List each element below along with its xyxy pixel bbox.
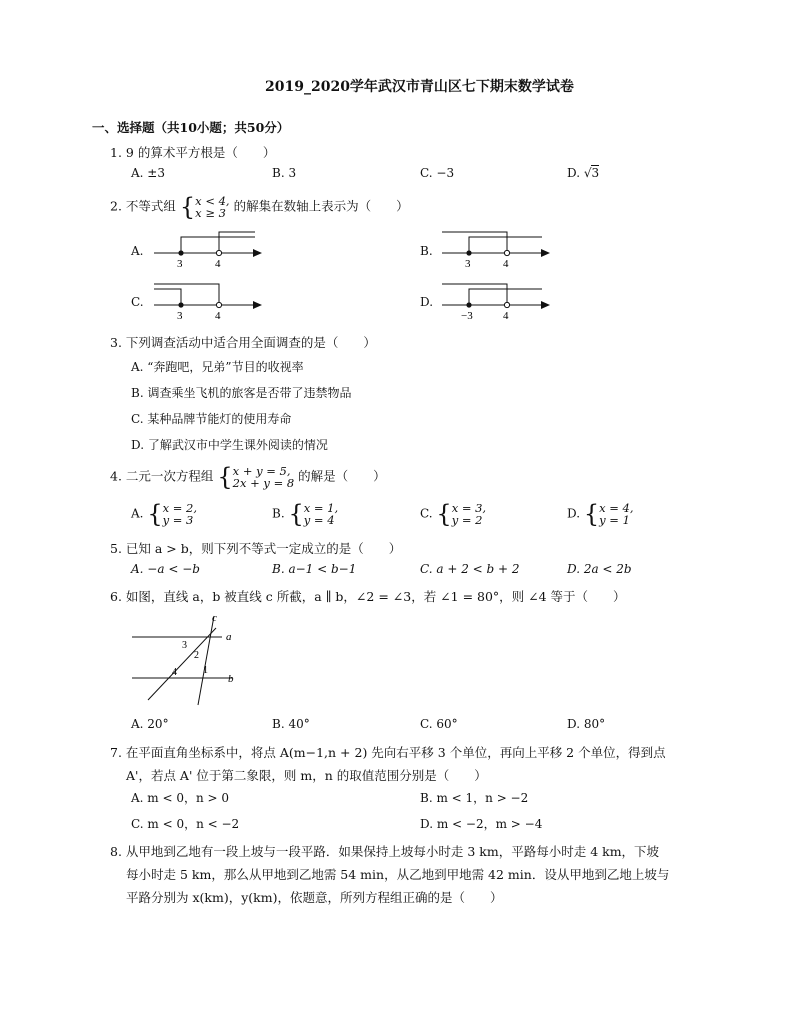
system-line-1: x + y = 5, (232, 464, 291, 478)
question-2-prefix: 2. 不等式组 (110, 198, 176, 214)
option-system (452, 502, 486, 526)
question-3-option-c: C. 某种品牌节能灯的使用寿命 (131, 412, 292, 426)
question-6-option-b: B. 40° (272, 717, 310, 731)
page-title: 2019_2020学年武汉市青山区七下期末数学试卷 (265, 79, 574, 95)
tick-label-4: 4 (503, 258, 509, 270)
system-line-1: x = 2, (162, 501, 197, 515)
number-line-a (150, 228, 270, 270)
brace-icon: { (583, 500, 600, 528)
option-system (163, 502, 197, 526)
question-8-line-2: 每小时走 5 km，那么从甲地到乙地需 54 min，从乙地到甲地需 42 min．设从甲地到乙地上坡与 (126, 867, 670, 882)
brace-icon: { (288, 500, 304, 528)
system-line-1: x = 4, (599, 501, 634, 515)
option-system (599, 502, 633, 526)
tick-label-4: 4 (215, 310, 221, 322)
option-label: A. (131, 506, 144, 521)
question-5-option-b: B. a−1 < b−1 (272, 562, 357, 576)
question-4-suffix: 的解是（ ） (298, 468, 386, 484)
question-4-option-b (272, 499, 338, 529)
label-2: 2 (194, 650, 199, 661)
question-5-option-d: D. 2a < 2b (567, 562, 632, 576)
section-header: 一、选择题（共10小题；共50分） (92, 120, 290, 135)
question-6-option-d: D. 80° (567, 717, 606, 731)
system-line-2: x ≥ 3 (195, 206, 226, 220)
label-4: 4 (172, 667, 177, 678)
brace-icon: { (217, 463, 233, 491)
question-2-system (195, 195, 229, 219)
option-label: D. (567, 506, 581, 521)
question-1-stem: 1. 9 的算术平方根是（ ） (110, 145, 276, 160)
number-line-c (150, 280, 270, 322)
line-c (198, 616, 214, 705)
question-1-option-d (567, 166, 599, 180)
question-2-option-d-label: D. (420, 295, 434, 309)
tick-label-3: 3 (177, 258, 183, 270)
question-1-option-a: A. ±3 (131, 166, 165, 180)
label-a: a (226, 631, 232, 643)
question-2-option-a-label: A. (131, 244, 144, 258)
question-4-option-a (131, 499, 197, 529)
question-7-option-b: B. m < 1，n > −2 (420, 791, 529, 805)
question-4-system (233, 465, 295, 489)
question-4-prefix: 4. 二元一次方程组 (110, 468, 214, 484)
system-line-1: x < 4, (195, 194, 230, 208)
question-5-option-c: C. a + 2 < b + 2 (420, 562, 520, 576)
question-3-option-d: D. 了解武汉市中学生课外阅读的情况 (131, 438, 328, 452)
system-line-2: y = 1 (599, 513, 630, 527)
question-1-option-b: B. 3 (272, 166, 297, 180)
question-7-option-d: D. m < −2，m > −4 (420, 817, 543, 831)
brace-icon: { (179, 193, 196, 221)
system-line-2: y = 2 (451, 513, 483, 527)
system-line-2: 2x + y = 8 (232, 476, 295, 490)
number-line-d (438, 280, 558, 322)
sqrt-sign: D. √ (567, 166, 592, 180)
number-line-b (438, 228, 558, 270)
question-6-stem: 6. 如图，直线 a，b 被直线 c 所截，a ∥ b，∠2 = ∠3，若 ∠1 = 80°，则 ∠4 等于（ ） (110, 589, 626, 604)
question-2-stem (110, 192, 409, 222)
question-7-line-2: A'，若点 A' 位于第二象限，则 m，n 的取值范围分别是（ ） (126, 768, 487, 783)
question-5-option-a: A. −a < −b (131, 562, 200, 576)
label-c: c (212, 612, 217, 624)
system-line-2: y = 4 (303, 513, 335, 527)
label-b: b (228, 673, 234, 685)
question-4-option-d (567, 499, 634, 529)
question-7-option-a: A. m < 0，n > 0 (131, 791, 230, 805)
brace-icon: { (436, 500, 452, 528)
question-7-line-1: 7. 在平面直角坐标系中，将点 A(m−1,n + 2) 先向右平移 3 个单位，再向上平移 2 个单位，得到点 (110, 745, 666, 760)
tick-label-4: 4 (503, 310, 509, 322)
question-7-option-c: C. m < 0，n < −2 (131, 817, 240, 831)
parallel-lines-figure (128, 610, 248, 710)
question-6-option-c: C. 60° (420, 717, 458, 731)
option-label: C. (420, 506, 433, 521)
question-3-stem: 3. 下列调查活动中适合用全面调查的是（ ） (110, 335, 376, 350)
option-label: B. (272, 506, 285, 521)
sqrt-radicand: 3 (591, 166, 600, 180)
question-2-option-c-label: C. (131, 295, 144, 309)
brace-icon: { (147, 500, 163, 528)
tick-label-4: 4 (215, 258, 221, 270)
label-1: 1 (203, 665, 208, 676)
question-4-stem (110, 462, 386, 492)
question-3-option-a: A. “奔跑吧，兄弟”节目的收视率 (131, 360, 304, 374)
question-5-stem: 5. 已知 a > b，则下列不等式一定成立的是（ ） (110, 541, 402, 556)
system-line-2: y = 3 (162, 513, 194, 527)
question-2-suffix: 的解集在数轴上表示为（ ） (233, 198, 409, 214)
question-6-option-a: A. 20° (131, 717, 169, 731)
question-8-line-1: 8. 从甲地到乙地有一段上坡与一段平路．如果保持上坡每小时走 3 km，平路每小时走 4 km，下坡 (110, 844, 660, 859)
question-1-option-c: C. −3 (420, 166, 455, 180)
question-4-option-c (420, 499, 486, 529)
tick-label-3: 3 (177, 310, 183, 322)
system-line-1: x = 3, (451, 501, 487, 515)
option-system (304, 502, 338, 526)
system-line-1: x = 1, (303, 501, 339, 515)
question-2-option-b-label: B. (420, 244, 433, 258)
tick-label-neg-3: −3 (461, 310, 473, 322)
tick-label-3: 3 (465, 258, 471, 270)
question-8-line-3: 平路分别为 x(km)，y(km)，依题意，所列方程组正确的是（ ） (126, 890, 503, 905)
question-3-option-b: B. 调查乘坐飞机的旅客是否带了违禁物品 (131, 386, 352, 400)
label-3: 3 (182, 640, 187, 651)
